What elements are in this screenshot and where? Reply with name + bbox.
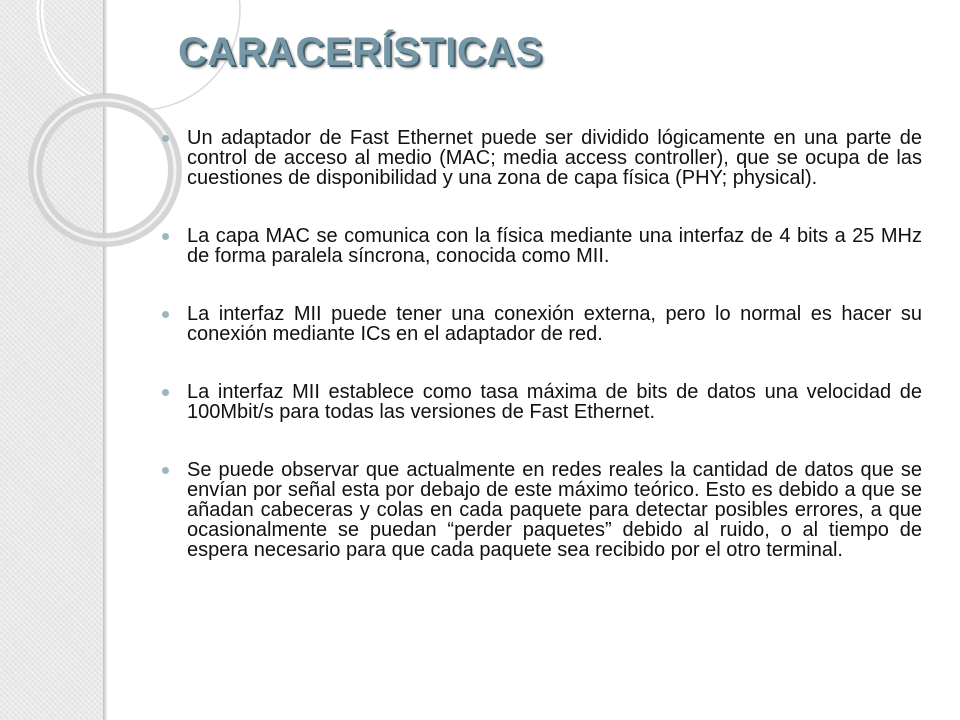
bullet-dot-icon — [162, 467, 169, 474]
bullet-text: Se puede observar que actualmente en redes reales la cantidad de datos que se envían por señal esta por debajo de este máximo teórico. Esto es debido a que se añadan cabeceras y colas en cada paquete para detectar posibles errores, a que ocasionalmente se puedan “perder paquetes” debido al ruido, o al tiempo de espera necesario para que cada paquete sea recibido por el otro terminal. — [187, 459, 922, 561]
bullet-text: Un adaptador de Fast Ethernet puede ser dividido lógicamente en una parte de control de acceso al medio (MAC; media access controller), que se ocupa de las cuestiones de disponibilidad y una zona de capa física (PHY; physical). — [187, 127, 922, 189]
bullet-dot-icon — [162, 233, 169, 240]
bullet-item — [160, 304, 922, 344]
bullet-text: La interfaz MII puede tener una conexión externa, pero lo normal es hacer su conexión mediante ICs en el adaptador de red. — [187, 303, 922, 345]
decorative-side-panel — [0, 0, 105, 720]
side-panel-edge — [103, 0, 107, 720]
bullet-dot-icon — [162, 311, 169, 318]
bullet-item — [160, 460, 922, 560]
bullet-list — [160, 128, 922, 560]
bullet-item — [160, 226, 922, 266]
bullet-dot-icon — [162, 389, 169, 396]
bullet-dot-icon — [162, 135, 169, 142]
bullet-item — [160, 128, 922, 188]
bullet-text: La interfaz MII establece como tasa máxima de bits de datos una velocidad de 100Mbit/s para todas las versiones de Fast Ethernet. — [187, 381, 922, 423]
slide-title: CARACERÍSTICAS — [178, 30, 543, 74]
bullet-text: La capa MAC se comunica con la física mediante una interfaz de 4 bits a 25 MHz de forma paralela síncrona, conocida como MII. — [187, 225, 922, 267]
bullet-item — [160, 382, 922, 422]
